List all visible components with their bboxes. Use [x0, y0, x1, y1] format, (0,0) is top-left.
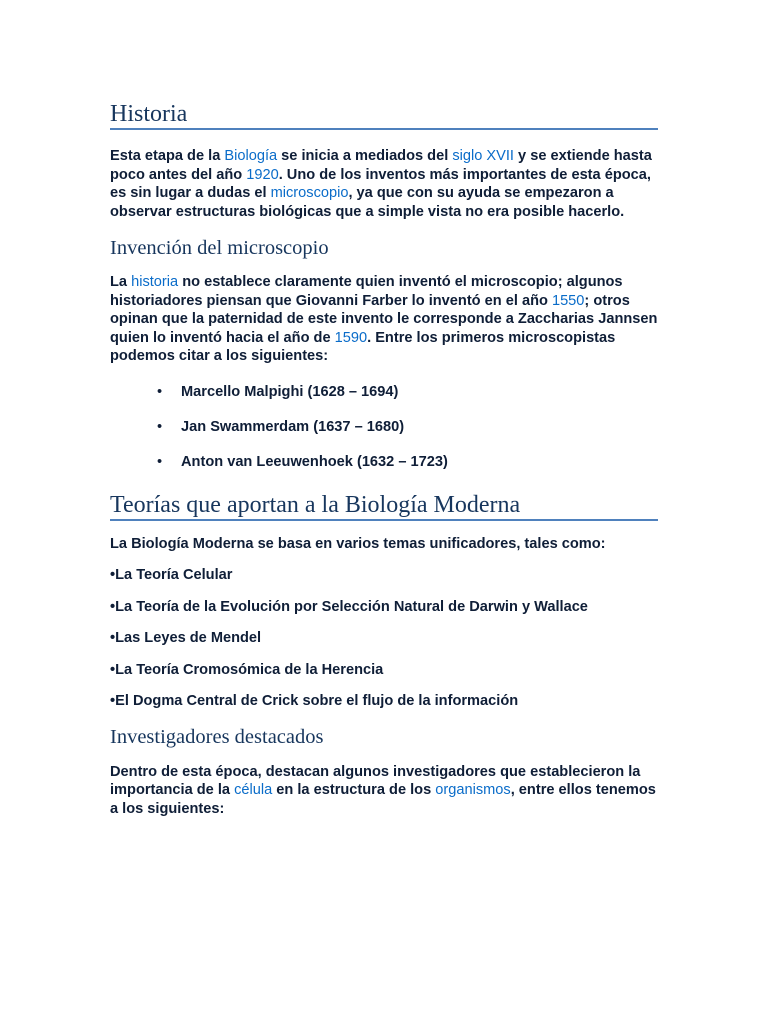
text-run: . Entre los primeros microscopistas podemos citar a los siguientes:	[110, 329, 616, 364]
text-run: Dentro de esta época, destacan algunos investigadores que establecieron la importancia de la	[110, 763, 641, 798]
text-run: , entre ellos tenemos a los siguientes:	[110, 782, 656, 817]
teoria-item: •La Teoría Cromosómica de la Herencia	[110, 661, 384, 678]
link-organismos[interactable]: organismos	[435, 782, 511, 798]
heading-teorias: Teorías que aportan a la Biología Moderna	[110, 491, 658, 521]
text-run: ; otros opinan que la paternidad de este invento le corresponde a Zaccharias Jannsen quien lo inventó hacia el año de	[110, 292, 658, 346]
link-celula[interactable]: célula	[234, 782, 273, 798]
teoria-item: •Las Leyes de Mendel	[110, 630, 262, 646]
text-run: y se extiende hasta poco antes del año	[110, 148, 652, 183]
teoria-item: •La Teoría Celular	[110, 567, 233, 583]
list-item-text: Marcello Malpighi (1628 – 1694)	[181, 383, 399, 400]
microscopists-list	[110, 383, 658, 471]
heading-investigadores: Investigadores destacados	[110, 725, 324, 748]
text-run: , ya que con su ayuda se empezaron a observar estructuras biológicas que a simple vista no era posible hacerlo.	[110, 185, 625, 220]
bullet-icon: •	[157, 418, 163, 435]
list-item	[110, 418, 658, 436]
link-historia[interactable]: historia	[131, 274, 179, 290]
text-run: Esta etapa de la	[110, 148, 225, 164]
teoria-item: •El Dogma Central de Crick sobre el flujo de la información	[110, 693, 519, 709]
bullet-icon: •	[157, 453, 163, 470]
text-run: se inicia a mediados del	[277, 148, 453, 164]
paragraph-invencion	[110, 273, 658, 366]
link-1920[interactable]: 1920	[246, 166, 279, 183]
text-run: La	[110, 274, 132, 290]
text-run: en la estructura de los	[272, 782, 436, 798]
link-1590[interactable]: 1590	[334, 329, 368, 346]
document-content	[110, 100, 658, 818]
paragraph-historia	[110, 147, 658, 221]
heading-historia: Historia	[110, 100, 658, 130]
link-siglo-xvii[interactable]: siglo XVII	[452, 148, 514, 164]
paragraph-investigadores	[110, 763, 658, 819]
bullet-icon: •	[157, 383, 163, 400]
heading-invencion: Invención del microscopio	[110, 237, 329, 259]
paragraph-teorias-intro: La Biología Moderna se basa en varios temas unificadores, tales como:	[110, 535, 606, 552]
list-item	[110, 453, 658, 471]
list-item-text: Jan Swammerdam (1637 – 1680)	[181, 418, 405, 435]
link-biologia[interactable]: Biología	[224, 148, 278, 164]
teoria-item: •La Teoría de la Evolución por Selección Natural de Darwin y Wallace	[110, 598, 588, 615]
text-run: no establece claramente quien inventó el microscopio; algunos historiadores piensan que Giovanni Farber lo inventó en el año	[110, 274, 623, 309]
link-1550[interactable]: 1550	[551, 292, 585, 309]
list-item	[110, 383, 658, 401]
text-run: . Uno de los inventos más importantes de esta época, es sin lugar a dudas el	[110, 166, 651, 201]
list-item-text: Anton van Leeuwenhoek (1632 – 1723)	[181, 453, 448, 470]
link-microscopio[interactable]: microscopio	[270, 185, 349, 201]
